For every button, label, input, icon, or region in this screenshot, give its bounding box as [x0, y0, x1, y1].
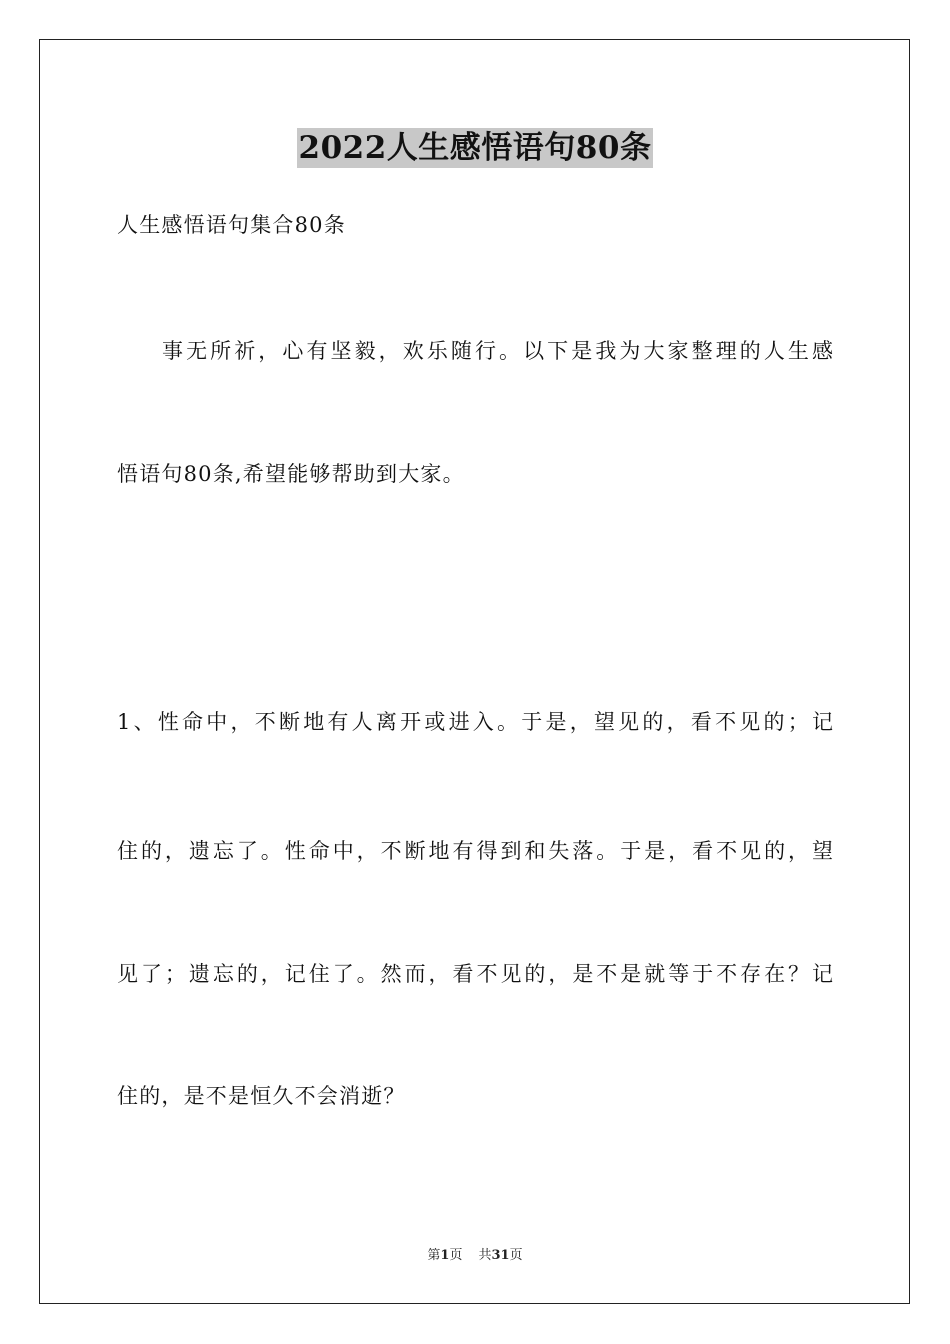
page-footer: [0, 1247, 950, 1265]
page-number: 1: [440, 1248, 450, 1263]
item1-line-2: 住的，遗忘了。性命中，不断地有得到和失落。于是，看不见的，望: [117, 839, 833, 863]
title-container: [0, 128, 950, 168]
document-title: 2022人生感悟语句80条: [298, 130, 652, 166]
document-subtitle: 人生感悟语句集合80条: [117, 213, 346, 237]
page-prefix: 第: [427, 1248, 441, 1263]
item1-line-1: 1、性命中，不断地有人离开或进入。于是，望见的，看不见的；记: [117, 710, 833, 734]
item1-line-3: 见了；遗忘的，记住了。然而，看不见的，是不是就等于不存在？记: [117, 962, 833, 986]
page-suffix: 页: [449, 1248, 463, 1263]
total-suffix: 页: [509, 1248, 523, 1263]
item1-line-4: 住的，是不是恒久不会消逝？: [117, 1084, 406, 1108]
intro-line-2: 悟语句80条,希望能够帮助到大家。: [117, 462, 465, 486]
intro-line-1: 事无所祈，心有坚毅，欢乐随行。以下是我为大家整理的人生感: [162, 339, 833, 363]
total-prefix: 共: [478, 1248, 492, 1263]
total-pages: 31: [491, 1248, 510, 1263]
